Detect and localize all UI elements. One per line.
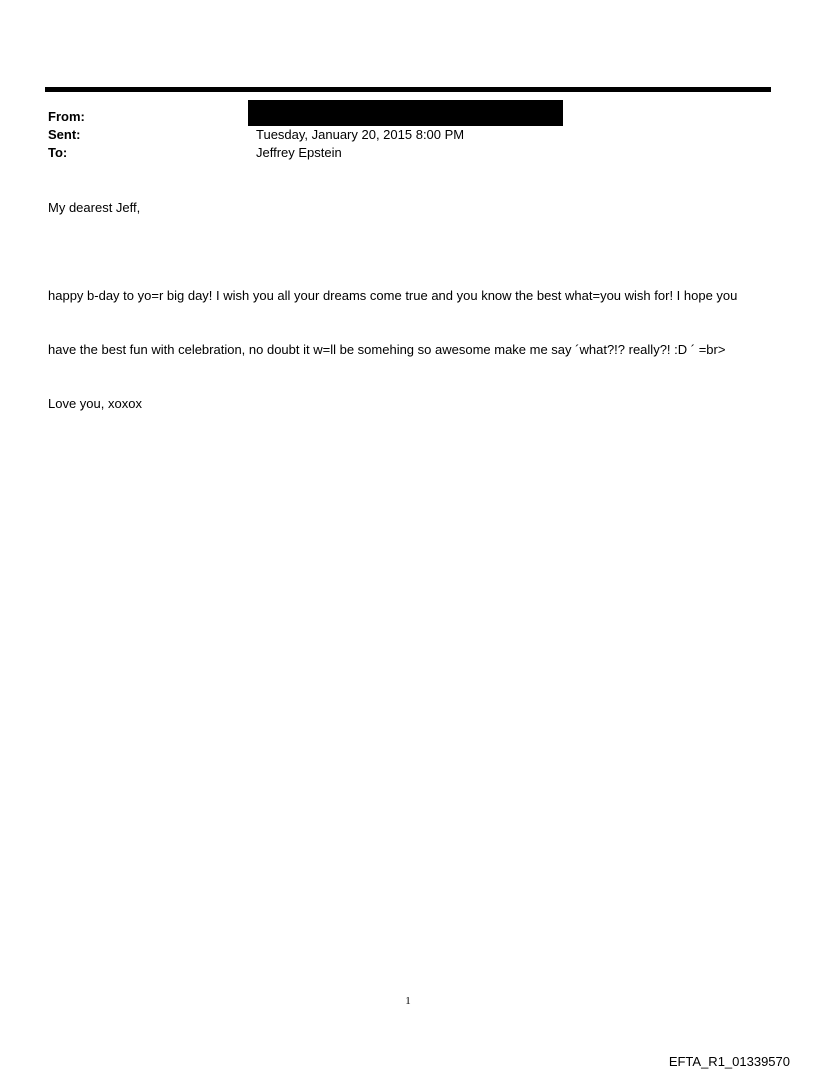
header-divider-rule <box>45 87 771 92</box>
sent-label: Sent: <box>48 127 81 142</box>
email-header <box>48 108 768 162</box>
from-label: From: <box>48 109 85 124</box>
page-number: 1 <box>405 995 411 1007</box>
message-line: happy b-day to yo=r big day! I wish you all your dreams come true and you know the best what=you wish for! I hope you <box>48 288 738 303</box>
to-label: To: <box>48 145 68 160</box>
to-value: Jeffrey Epstein <box>256 145 342 160</box>
email-message <box>48 251 770 431</box>
from-row <box>48 108 768 126</box>
sent-value: Tuesday, January 20, 2015 8:00 PM <box>256 127 465 142</box>
email-greeting: My dearest Jeff, <box>48 200 141 215</box>
bates-number: EFTA_R1_01339570 <box>668 1054 790 1069</box>
sent-row <box>48 126 768 144</box>
message-line: have the best fun with celebration, no doubt it w=ll be somehing so awesome make me say ´what?!? really?! :D ´ =br> <box>48 342 726 357</box>
to-row <box>48 144 768 162</box>
message-line: Love you, xoxox <box>48 396 142 411</box>
